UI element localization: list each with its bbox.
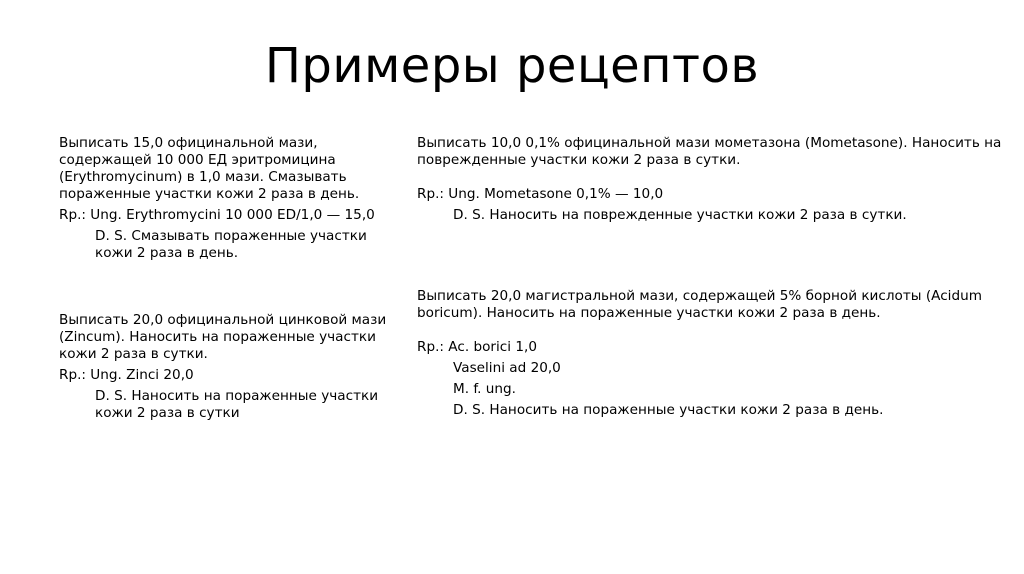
recipe-rp: Rp.: Ung. Zinci 20,0	[59, 367, 194, 383]
recipe-task: Выписать 15,0 официнальной мази, содержащей 10 000 ЕД эритромицина (Erythromycinum) в 1,0 мази. Смазывать пораженные участки кожи 2 раза в день.	[59, 135, 360, 202]
recipe-rp: Rp.: Ung. Erythromycini 10 000 ED/1,0 — 15,0	[59, 207, 375, 223]
recipe-erythromycin	[59, 135, 399, 262]
recipe-zinc	[59, 312, 399, 422]
spacer	[417, 173, 1007, 186]
spacer	[59, 266, 399, 312]
recipe-ds: D. S. Наносить на пораженные участки кожи 2 раза в сутки	[95, 388, 379, 421]
left-column	[59, 135, 399, 426]
recipe-ds: D. S. Наносить на поврежденные участки кожи 2 раза в сутки.	[453, 207, 907, 223]
spacer	[417, 228, 1007, 288]
recipe-line: M. f. ung.	[453, 381, 516, 397]
recipe-task: Выписать 20,0 магистральной мази, содержащей 5% борной кислоты (Acidum boricum). Наносить на пораженные участки кожи 2 раза в день.	[417, 288, 982, 321]
recipe-rp: Rp.: Ung. Mometasone 0,1% — 10,0	[417, 186, 664, 202]
right-column	[417, 135, 1007, 423]
recipe-task: Выписать 20,0 официнальной цинковой мази (Zincum). Наносить на пораженные участки кожи 2 раза в сутки.	[59, 312, 387, 362]
recipe-boric-acid	[417, 288, 1007, 419]
recipe-ds: D. S. Смазывать пораженные участки кожи 2 раза в день.	[95, 228, 367, 261]
recipe-line: Vaselini ad 20,0	[453, 360, 561, 376]
slide-title: Примеры рецептов	[264, 38, 760, 94]
recipe-mometasone	[417, 135, 1007, 224]
spacer	[417, 326, 1007, 339]
recipe-ds: D. S. Наносить на пораженные участки кожи 2 раза в день.	[453, 402, 884, 418]
recipe-rp: Rp.: Ac. borici 1,0	[417, 339, 537, 355]
recipe-task: Выписать 10,0 0,1% официнальной мази мометазона (Mometasone). Наносить на поврежденные участки кожи 2 раза в сутки.	[417, 135, 1002, 168]
